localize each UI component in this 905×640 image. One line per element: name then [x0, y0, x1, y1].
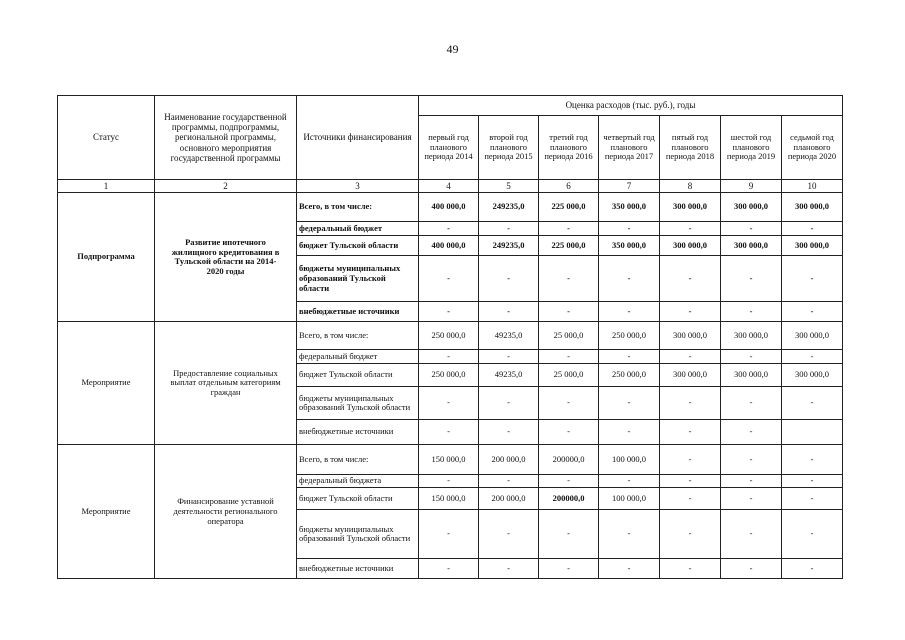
funding-source-cell: бюджеты муниципальных образований Тульской области [297, 256, 419, 302]
table-row [58, 445, 843, 475]
header-year: шестой год планового периода 2019 [721, 116, 782, 180]
amount-cell: - [782, 350, 843, 364]
funding-source-cell: бюджет Тульской области [297, 488, 419, 510]
amount-cell: - [539, 256, 599, 302]
amount-cell: 300 000,0 [782, 364, 843, 387]
amount-cell: 25 000,0 [539, 322, 599, 350]
amount-cell: 49235,0 [479, 364, 539, 387]
amount-cell: - [479, 420, 539, 445]
amount-cell: - [599, 475, 660, 488]
amount-cell: - [539, 559, 599, 579]
amount-cell: - [479, 559, 539, 579]
funding-source-cell: федеральный бюджета [297, 475, 419, 488]
amount-cell: - [721, 302, 782, 322]
column-index: 1 [58, 180, 155, 193]
column-index: 3 [297, 180, 419, 193]
status-cell: Подпрограмма [58, 193, 155, 322]
amount-cell: 250 000,0 [599, 364, 660, 387]
amount-cell: - [479, 475, 539, 488]
amount-cell: 400 000,0 [419, 193, 479, 222]
amount-cell: - [721, 387, 782, 420]
header-costs: Оценка расходов (тыс. руб.), годы [419, 96, 843, 116]
amount-cell: 300 000,0 [721, 193, 782, 222]
amount-cell: 250 000,0 [599, 322, 660, 350]
column-index: 10 [782, 180, 843, 193]
amount-cell: - [479, 510, 539, 559]
amount-cell: - [599, 256, 660, 302]
funding-source-cell: бюджеты муниципальных образований Тульской области [297, 510, 419, 559]
amount-cell: 300 000,0 [782, 322, 843, 350]
amount-cell: 250 000,0 [419, 364, 479, 387]
program-name-cell: Развитие ипотечного жилищного кредитования в Тульской области на 2014-2020 годы [155, 193, 297, 322]
header-year: седьмой год планового периода 2020 [782, 116, 843, 180]
amount-cell: - [660, 302, 721, 322]
column-index: 2 [155, 180, 297, 193]
status-cell: Мероприятие [58, 445, 155, 579]
column-index: 7 [599, 180, 660, 193]
amount-cell: 200 000,0 [479, 445, 539, 475]
table-body [58, 193, 843, 579]
column-index: 9 [721, 180, 782, 193]
amount-cell: - [539, 420, 599, 445]
amount-cell: - [479, 350, 539, 364]
amount-cell: - [419, 510, 479, 559]
amount-cell: - [479, 256, 539, 302]
amount-cell: 300 000,0 [660, 193, 721, 222]
amount-cell: 200 000,0 [479, 488, 539, 510]
amount-cell: - [539, 350, 599, 364]
amount-cell: 350 000,0 [599, 236, 660, 256]
amount-cell: 100 000,0 [599, 445, 660, 475]
funding-source-cell: внебюджетные источники [297, 559, 419, 579]
amount-cell: 249235,0 [479, 193, 539, 222]
amount-cell: - [721, 222, 782, 236]
amount-cell: 300 000,0 [721, 236, 782, 256]
amount-cell: 225 000,0 [539, 193, 599, 222]
amount-cell: - [419, 559, 479, 579]
table-row [58, 322, 843, 350]
funding-source-cell: Всего, в том числе: [297, 193, 419, 222]
amount-cell: - [782, 222, 843, 236]
amount-cell: - [721, 559, 782, 579]
column-index: 6 [539, 180, 599, 193]
amount-cell: - [660, 256, 721, 302]
funding-source-cell: федеральный бюджет [297, 222, 419, 236]
amount-cell: - [782, 559, 843, 579]
amount-cell: 200000,0 [539, 445, 599, 475]
amount-cell: - [599, 387, 660, 420]
amount-cell: - [721, 256, 782, 302]
page-number: 49 [446, 42, 459, 56]
funding-source-cell: бюджет Тульской области [297, 364, 419, 387]
amount-cell: 225 000,0 [539, 236, 599, 256]
amount-cell: - [599, 420, 660, 445]
funding-source-cell: Всего, в том числе: [297, 445, 419, 475]
amount-cell: 300 000,0 [660, 364, 721, 387]
column-index: 5 [479, 180, 539, 193]
amount-cell: - [660, 445, 721, 475]
amount-cell: - [721, 420, 782, 445]
amount-cell: 300 000,0 [660, 236, 721, 256]
header-year: второй год планового периода 2015 [479, 116, 539, 180]
amount-cell: - [782, 256, 843, 302]
amount-cell: 249235,0 [479, 236, 539, 256]
amount-cell: - [782, 302, 843, 322]
funding-source-cell: Всего, в том числе: [297, 322, 419, 350]
amount-cell: - [660, 559, 721, 579]
amount-cell: 350 000,0 [599, 193, 660, 222]
amount-cell: - [721, 445, 782, 475]
amount-cell: - [419, 256, 479, 302]
funding-source-cell: федеральный бюджет [297, 350, 419, 364]
amount-cell: 300 000,0 [721, 322, 782, 350]
program-name-cell: Финансирование уставной деятельности регионального оператора [155, 445, 297, 579]
amount-cell: - [782, 475, 843, 488]
amount-cell: - [419, 420, 479, 445]
amount-cell: - [782, 445, 843, 475]
header-status: Статус [58, 96, 155, 180]
amount-cell: - [599, 559, 660, 579]
amount-cell: - [782, 488, 843, 510]
amount-cell: - [419, 302, 479, 322]
amount-cell: 300 000,0 [660, 322, 721, 350]
amount-cell: - [539, 475, 599, 488]
column-index: 4 [419, 180, 479, 193]
amount-cell: - [419, 350, 479, 364]
amount-cell: - [660, 420, 721, 445]
amount-cell: - [782, 387, 843, 420]
header-year: пятый год планового периода 2018 [660, 116, 721, 180]
amount-cell: 150 000,0 [419, 488, 479, 510]
amount-cell: - [479, 387, 539, 420]
amount-cell: 49235,0 [479, 322, 539, 350]
amount-cell: - [419, 475, 479, 488]
program-name-cell: Предоставление социальных выплат отдельным категориям граждан [155, 322, 297, 445]
amount-cell: 300 000,0 [782, 193, 843, 222]
amount-cell: 150 000,0 [419, 445, 479, 475]
amount-cell: - [721, 488, 782, 510]
funding-source-cell: внебюджетные источники [297, 420, 419, 445]
amount-cell: - [660, 488, 721, 510]
header-year: четвертый год планового периода 2017 [599, 116, 660, 180]
header-year: первый год планового периода 2014 [419, 116, 479, 180]
amount-cell: - [599, 222, 660, 236]
header-name: Наименование государственной программы, подпрограммы, региональной программы, основного мероприятия государственной программы [155, 96, 297, 180]
amount-cell: 300 000,0 [721, 364, 782, 387]
amount-cell: - [479, 222, 539, 236]
amount-cell: - [539, 510, 599, 559]
amount-cell: 300 000,0 [782, 236, 843, 256]
amount-cell: - [479, 302, 539, 322]
amount-cell: - [660, 222, 721, 236]
funding-source-cell: бюджет Тульской области [297, 236, 419, 256]
funding-source-cell: бюджеты муниципальных образований Тульской области [297, 387, 419, 420]
amount-cell: 400 000,0 [419, 236, 479, 256]
amount-cell: - [660, 387, 721, 420]
amount-cell: - [419, 222, 479, 236]
amount-cell: - [660, 475, 721, 488]
amount-cell: 25 000,0 [539, 364, 599, 387]
header-year: третий год планового периода 2016 [539, 116, 599, 180]
amount-cell: - [419, 387, 479, 420]
amount-cell: - [660, 350, 721, 364]
funding-source-cell: внебюджетные источники [297, 302, 419, 322]
amount-cell: - [539, 222, 599, 236]
amount-cell: - [721, 350, 782, 364]
amount-cell: - [599, 350, 660, 364]
amount-cell: - [599, 302, 660, 322]
amount-cell: - [721, 510, 782, 559]
amount-cell: - [599, 510, 660, 559]
amount-cell: - [539, 387, 599, 420]
budget-table [57, 95, 843, 579]
status-cell: Мероприятие [58, 322, 155, 445]
table-row [58, 193, 843, 222]
amount-cell [782, 420, 843, 445]
amount-cell: 100 000,0 [599, 488, 660, 510]
column-index: 8 [660, 180, 721, 193]
amount-cell: 250 000,0 [419, 322, 479, 350]
amount-cell: - [721, 475, 782, 488]
amount-cell: - [539, 302, 599, 322]
amount-cell: - [660, 510, 721, 559]
header-sources: Источники финансирования [297, 96, 419, 180]
amount-cell: - [782, 510, 843, 559]
amount-cell: 200000,0 [539, 488, 599, 510]
